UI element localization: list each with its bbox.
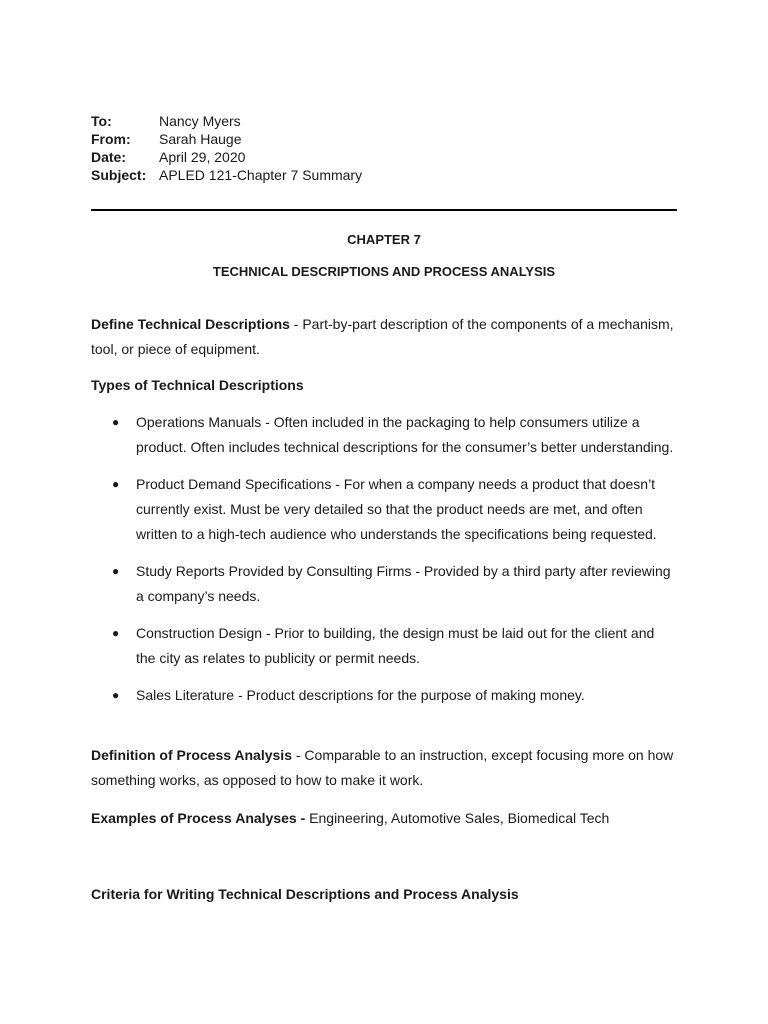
memo-date-label: Date: — [91, 149, 127, 165]
chapter-title: TECHNICAL DESCRIPTIONS AND PROCESS ANALYSIS — [212, 264, 556, 279]
bullet-icon: ● — [112, 415, 120, 429]
list-item-text: Operations Manuals - Often included in the packaging to help consumers utilize a product. Often includes technical descriptions for the consumer’s better understanding. — [136, 414, 674, 455]
memo-date-value: April 29, 2020 — [159, 149, 246, 165]
header-divider — [91, 209, 677, 211]
list-item — [91, 621, 677, 671]
memo-from-row — [91, 130, 362, 148]
define-technical-paragraph — [91, 312, 677, 362]
process-examples-paragraph — [91, 806, 677, 831]
chapter-number: CHAPTER 7 — [347, 232, 421, 247]
process-examples-term: Examples of Process Analyses - — [91, 810, 310, 826]
list-item-text: Product Demand Specifications - For when a company needs a product that doesn’t currently exist. Must be very detailed so that the product needs are met, and often written to a high-tech audience who understands the specifications being requested. — [136, 476, 657, 542]
process-definition-term: Definition of Process Analysis — [91, 747, 292, 763]
list-item — [91, 410, 677, 460]
memo-subject-row — [91, 166, 362, 184]
process-definition-text: - Comparable to an instruction, except focusing more on how something works, as opposed to how to make it work. — [91, 747, 674, 788]
types-list — [91, 410, 677, 720]
memo-to-value: Nancy Myers — [159, 113, 241, 129]
memo-date-row — [91, 148, 362, 166]
memo-header — [91, 112, 362, 184]
bullet-icon: ● — [112, 477, 120, 491]
bullet-icon: ● — [112, 626, 120, 640]
bullet-icon: ● — [112, 564, 120, 578]
types-heading: Types of Technical Descriptions — [91, 377, 304, 393]
memo-subject-value: APLED 121-Chapter 7 Summary — [159, 167, 363, 183]
memo-subject-label: Subject: — [91, 167, 147, 183]
list-item-text: Sales Literature - Product descriptions for the purpose of making money. — [136, 687, 585, 703]
list-item — [91, 559, 677, 609]
list-item-text: Study Reports Provided by Consulting Firms - Provided by a third party after reviewing a company’s needs. — [136, 563, 671, 604]
list-item-text: Construction Design - Prior to building, the design must be laid out for the client and the city as relates to publicity or permit needs. — [136, 625, 655, 666]
memo-to-row — [91, 112, 362, 130]
process-definition-paragraph — [91, 743, 677, 793]
bullet-icon: ● — [112, 688, 120, 702]
memo-to-label: To: — [91, 113, 112, 129]
process-examples-text: Engineering, Automotive Sales, Biomedical Tech — [309, 810, 610, 826]
memo-from-value: Sarah Hauge — [159, 131, 242, 147]
define-technical-definition: - Part-by-part description of the components of a mechanism, tool, or piece of equipment. — [91, 316, 674, 357]
list-item — [91, 683, 677, 708]
define-technical-term: Define Technical Descriptions — [91, 316, 290, 332]
list-item — [91, 472, 677, 547]
memo-from-label: From: — [91, 131, 131, 147]
criteria-heading: Criteria for Writing Technical Descriptions and Process Analysis — [91, 886, 519, 902]
